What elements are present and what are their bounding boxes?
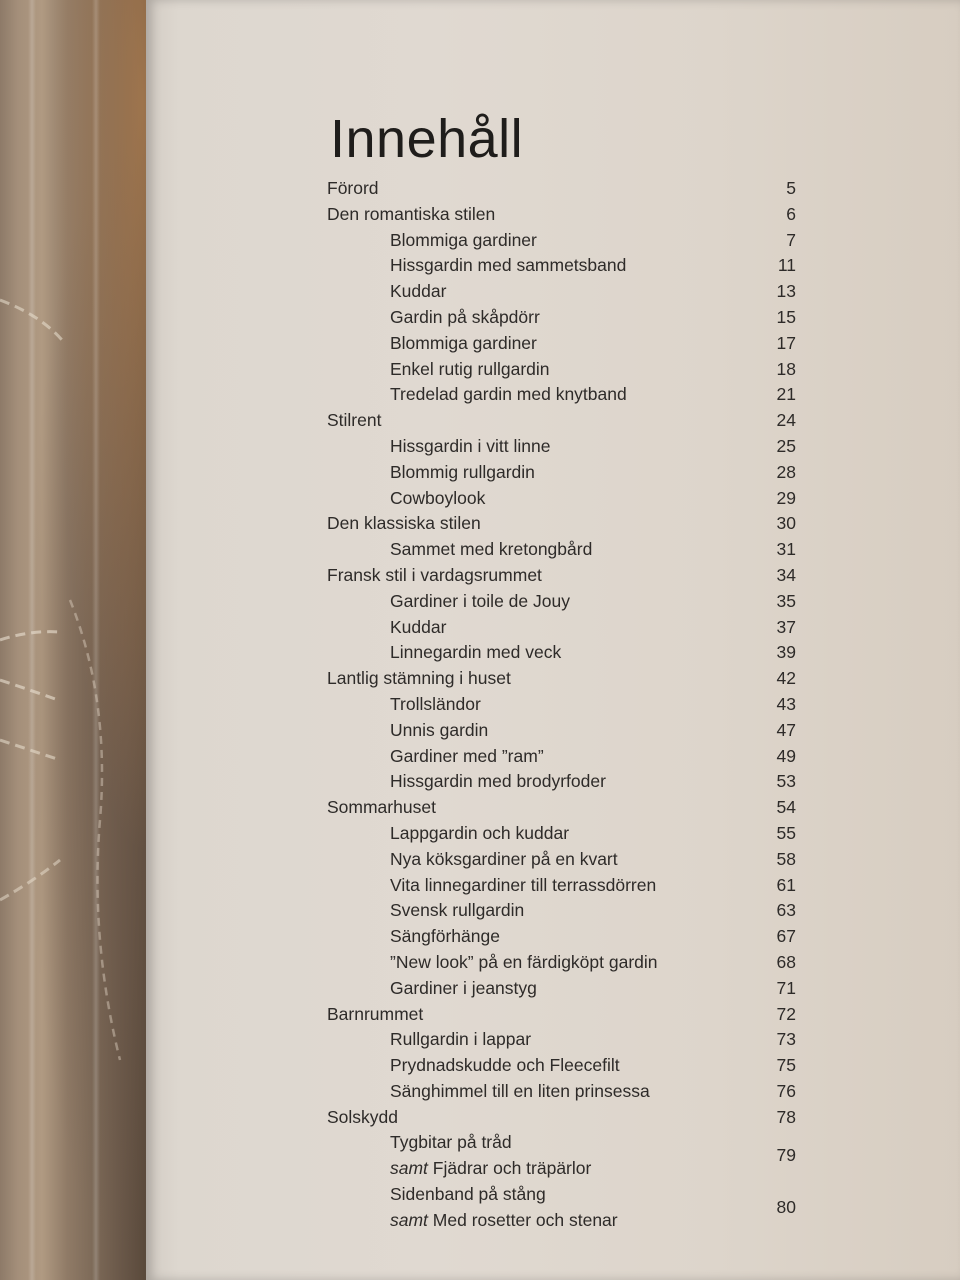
toc-entry-label: Fransk stil i vardagsrummet bbox=[327, 564, 542, 585]
toc-page-number: 7 bbox=[786, 229, 796, 250]
toc-page-number: 72 bbox=[776, 1003, 796, 1024]
toc-page-number: 80 bbox=[776, 1197, 796, 1218]
toc-chapter-row bbox=[0, 666, 960, 692]
toc-grouped-section-row bbox=[0, 1182, 960, 1234]
toc-entry-label: Gardin på skåpdörr bbox=[390, 306, 540, 327]
toc-entry-label: Lantlig stämning i huset bbox=[327, 668, 511, 689]
toc-page-number: 43 bbox=[776, 693, 796, 714]
toc-section-row bbox=[0, 821, 960, 847]
toc-page-number: 29 bbox=[776, 487, 796, 508]
toc-entry-label: Den romantiska stilen bbox=[327, 203, 496, 224]
toc-entry-label: Hissgardin med sammetsband bbox=[390, 255, 627, 276]
toc-entry-label: Sommarhuset bbox=[327, 797, 436, 818]
toc-section-row bbox=[0, 1027, 960, 1053]
toc-page-number: 73 bbox=[776, 1029, 796, 1050]
toc-section-row bbox=[0, 305, 960, 331]
toc-page-number: 37 bbox=[776, 616, 796, 637]
toc-entry-label: Vita linnegardiner till terrassdörren bbox=[390, 874, 657, 895]
toc-section-row bbox=[0, 279, 960, 305]
toc-section-row bbox=[0, 898, 960, 924]
toc-chapter-row bbox=[0, 795, 960, 821]
toc-entry-label: Nya köksgardiner på en kvart bbox=[390, 848, 618, 869]
toc-samt-prefix: samt bbox=[390, 1158, 428, 1179]
toc-section-row bbox=[0, 537, 960, 563]
toc-entry-label: ”New look” på en färdigköpt gardin bbox=[390, 951, 658, 972]
toc-section-row bbox=[0, 692, 960, 718]
toc-section-row bbox=[0, 1053, 960, 1079]
toc-page-number: 11 bbox=[777, 255, 796, 276]
toc-entry-label: Tredelad gardin med knytband bbox=[390, 384, 627, 405]
toc-section-row bbox=[0, 976, 960, 1002]
toc-entry-label: Den klassiska stilen bbox=[327, 513, 481, 534]
toc-chapter-row bbox=[0, 408, 960, 434]
toc-section-row bbox=[0, 434, 960, 460]
page-title: Innehåll bbox=[330, 109, 524, 170]
toc-page-number: 58 bbox=[776, 848, 796, 869]
toc-section-row bbox=[0, 640, 960, 666]
toc-page-number: 54 bbox=[776, 797, 796, 818]
toc-entry-label: Linnegardin med veck bbox=[390, 642, 562, 663]
toc-grouped-labels bbox=[390, 1130, 591, 1182]
toc-page-number: 13 bbox=[776, 281, 796, 302]
toc-entry-label: Solskydd bbox=[327, 1106, 399, 1127]
toc-page-number: 31 bbox=[776, 539, 796, 560]
toc-entry-label: Hissgardin med brodyrfoder bbox=[390, 771, 606, 792]
toc-page-number: 15 bbox=[776, 306, 796, 327]
toc-page-number: 68 bbox=[776, 951, 796, 972]
toc-entry-label: Stilrent bbox=[327, 410, 382, 431]
toc-entry-label: Sängförhänge bbox=[390, 926, 500, 947]
toc-chapter-row bbox=[0, 1002, 960, 1028]
toc-entry-label: Hissgardin i vitt linne bbox=[390, 435, 551, 456]
toc-entry-label: Unnis gardin bbox=[390, 719, 489, 740]
toc-entry-label: Svensk rullgardin bbox=[390, 900, 525, 921]
toc-entry-label: Barnrummet bbox=[327, 1003, 424, 1024]
toc-entry-label: Cowboylook bbox=[390, 487, 486, 508]
toc-entry-label: Blommiga gardiner bbox=[390, 332, 537, 353]
toc-grouped-section-row bbox=[0, 1130, 960, 1182]
toc-section-row bbox=[0, 847, 960, 873]
table-of-contents bbox=[0, 176, 960, 1234]
toc-section-row bbox=[0, 1079, 960, 1105]
toc-section-row bbox=[0, 228, 960, 254]
toc-page-number: 18 bbox=[776, 358, 796, 379]
toc-section-row bbox=[0, 382, 960, 408]
toc-entry-label: Rullgardin i lappar bbox=[390, 1029, 532, 1050]
toc-page-number: 67 bbox=[776, 926, 796, 947]
toc-section-row bbox=[0, 873, 960, 899]
toc-entry-label: Gardiner med ”ram” bbox=[390, 745, 544, 766]
toc-page-number: 5 bbox=[786, 178, 796, 198]
toc-section-row bbox=[0, 769, 960, 795]
toc-page-number: 34 bbox=[776, 564, 796, 585]
toc-entry-label-secondary bbox=[390, 1156, 591, 1182]
toc-page-number: 76 bbox=[776, 1080, 796, 1101]
toc-page-number: 61 bbox=[776, 874, 796, 895]
toc-chapter-row bbox=[0, 176, 960, 202]
toc-page-number: 21 bbox=[776, 384, 796, 405]
toc-section-row bbox=[0, 924, 960, 950]
toc-grouped-labels bbox=[390, 1182, 618, 1234]
toc-section-row bbox=[0, 718, 960, 744]
toc-entry-label: Gardiner i jeanstyg bbox=[390, 977, 537, 998]
toc-section-row bbox=[0, 357, 960, 383]
toc-page-number: 25 bbox=[776, 435, 796, 456]
toc-entry-label: Lappgardin och kuddar bbox=[390, 822, 570, 843]
toc-page-number: 6 bbox=[786, 203, 796, 224]
toc-entry-label: Blommig rullgardin bbox=[390, 461, 535, 482]
toc-page-number: 35 bbox=[776, 590, 796, 611]
toc-samt-prefix: samt bbox=[390, 1209, 428, 1230]
toc-chapter-row bbox=[0, 1105, 960, 1131]
toc-chapter-row bbox=[0, 202, 960, 228]
toc-section-row bbox=[0, 615, 960, 641]
toc-section-row bbox=[0, 486, 960, 512]
toc-page-number: 39 bbox=[776, 642, 796, 663]
toc-page-number: 42 bbox=[776, 668, 796, 689]
toc-section-row bbox=[0, 460, 960, 486]
toc-section-row bbox=[0, 253, 960, 279]
toc-entry-label-rest: Fjädrar och träpärlor bbox=[427, 1158, 592, 1179]
toc-chapter-row bbox=[0, 563, 960, 589]
toc-page-number: 49 bbox=[776, 745, 796, 766]
toc-section-row bbox=[0, 589, 960, 615]
toc-entry-label-secondary bbox=[390, 1208, 618, 1234]
toc-chapter-row bbox=[0, 511, 960, 537]
toc-page-number: 47 bbox=[776, 719, 796, 740]
toc-entry-label: Tygbitar på tråd bbox=[390, 1132, 512, 1153]
toc-page-number: 30 bbox=[776, 513, 796, 534]
toc-entry-label: Trollsländor bbox=[390, 693, 481, 714]
toc-page-number: 75 bbox=[776, 1055, 796, 1076]
toc-section-row bbox=[0, 950, 960, 976]
toc-page-number: 71 bbox=[776, 977, 796, 998]
toc-entry-label: Sänghimmel till en liten prinsessa bbox=[390, 1080, 650, 1101]
toc-page-number: 63 bbox=[776, 900, 796, 921]
toc-page-number: 53 bbox=[776, 771, 796, 792]
toc-entry-label: Blommiga gardiner bbox=[390, 229, 537, 250]
toc-page-number: 17 bbox=[776, 332, 796, 353]
toc-section-row bbox=[0, 744, 960, 770]
toc-entry-label: Kuddar bbox=[390, 281, 447, 302]
toc-entry-label: Prydnadskudde och Fleecefilt bbox=[390, 1055, 620, 1076]
toc-entry-label: Enkel rutig rullgardin bbox=[390, 358, 550, 379]
toc-page-number: 78 bbox=[776, 1106, 796, 1127]
toc-entry-label: Sidenband på stång bbox=[390, 1184, 546, 1205]
toc-entry-label: Förord bbox=[327, 178, 379, 198]
toc-page-number: 28 bbox=[776, 461, 796, 482]
toc-page-number: 79 bbox=[776, 1145, 796, 1166]
toc-page-number: 24 bbox=[776, 410, 796, 431]
toc-section-row bbox=[0, 331, 960, 357]
toc-entry-label-rest: Med rosetter och stenar bbox=[427, 1209, 618, 1230]
toc-entry-label: Gardiner i toile de Jouy bbox=[390, 590, 570, 611]
toc-entry-label: Sammet med kretongbård bbox=[390, 539, 593, 560]
toc-entry-label: Kuddar bbox=[390, 616, 447, 637]
toc-page-number: 55 bbox=[776, 822, 796, 843]
